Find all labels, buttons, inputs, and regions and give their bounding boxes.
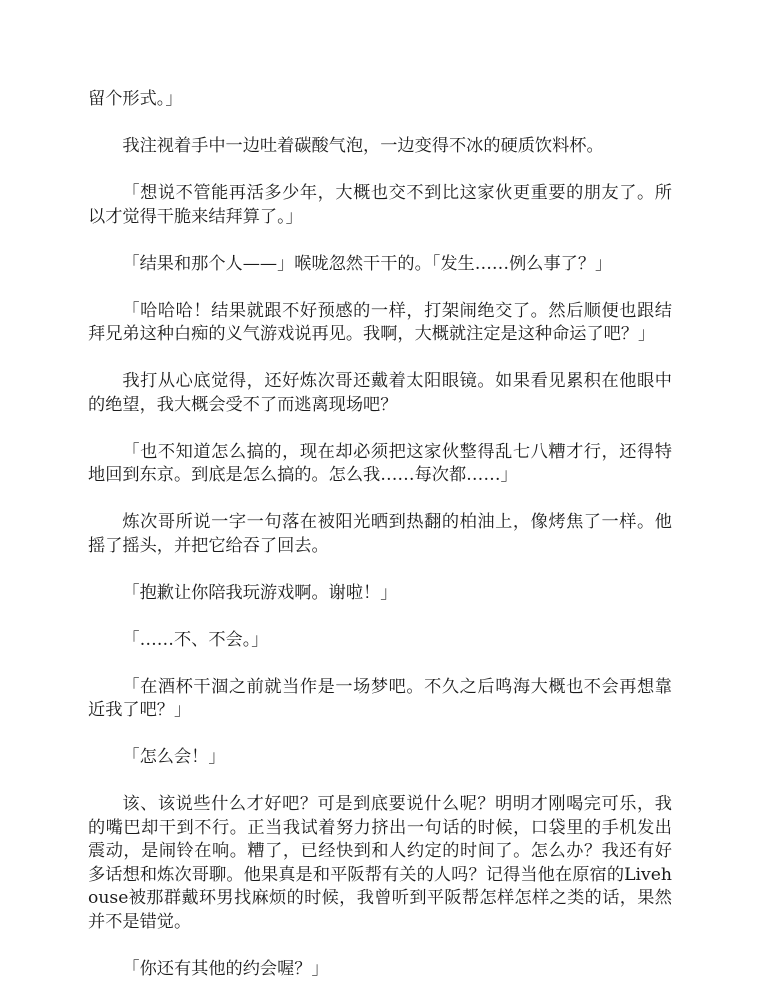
paragraph-3: 「想说不管能再活多少年，大概也交不到比这家伙更重要的朋友了。所以才觉得干脆来结拜算了。」 [88, 183, 672, 227]
paragraph-10: 「……不、不会。」 [122, 629, 269, 650]
paragraph-2: 我注视着手中一边吐着碳酸气泡，一边变得不冰的硬质饮料杯。 [122, 136, 604, 156]
paragraph-14: 「你还有其他的约会喔？」 [122, 958, 329, 979]
paragraph-13: 该、该说些什么才好吧？可是到底要说什么呢？明明才刚喝完可乐，我的嘴巴却干到不行。正当我试着努力挤出一句话的时候，口袋里的手机发出震动，是闹铃在响。糟了，已经快到和人约定的时间了。怎么办？我还有好多话想和炼次哥聊。他果真是和平阪帮有关的人吗？记得当他在原宿的Livehouse被那群戴环男找麻烦的时候，我曾听到平阪帮怎样怎样之类的话，果然并不是错觉。 [88, 794, 672, 932]
paragraph-5: 「哈哈哈！结果就跟不好预感的一样，打架闹绝交了。然后顺便也跟结拜兄弟这种白痴的义气游戏说再见。我啊，大概就注定是这种命运了吧？」 [88, 300, 672, 344]
paragraph-4: 「结果和那个人——」喉咙忽然干干的。「发生……例么事了？」 [122, 253, 613, 274]
document-page [88, 88, 672, 1005]
paragraph-6: 我打从心底觉得，还好炼次哥还戴着太阳眼镜。如果看见累积在他眼中的绝望，我大概会受不了而逃离现场吧？ [88, 371, 672, 415]
paragraph-12: 「怎么会！」 [122, 747, 226, 767]
paragraph-9: 「抱歉让你陪我玩游戏啊。谢啦！」 [122, 582, 398, 603]
paragraph-11: 「在酒杯干涸之前就当作是一场梦吧。不久之后鸣海大概也不会再想靠近我了吧？」 [88, 676, 672, 720]
paragraph-1: 留个形式。」 [88, 89, 183, 109]
paragraph-7: 「也不知道怎么搞的，现在却必须把这家伙整得乱七八糟才行，还得特地回到东京。到底是怎么搞的。怎么我……每次都……」 [88, 441, 672, 485]
paragraph-8: 炼次哥所说一字一句落在被阳光晒到热翻的柏油上，像烤焦了一样。他摇了摇头，并把它给吞了回去。 [88, 512, 672, 556]
